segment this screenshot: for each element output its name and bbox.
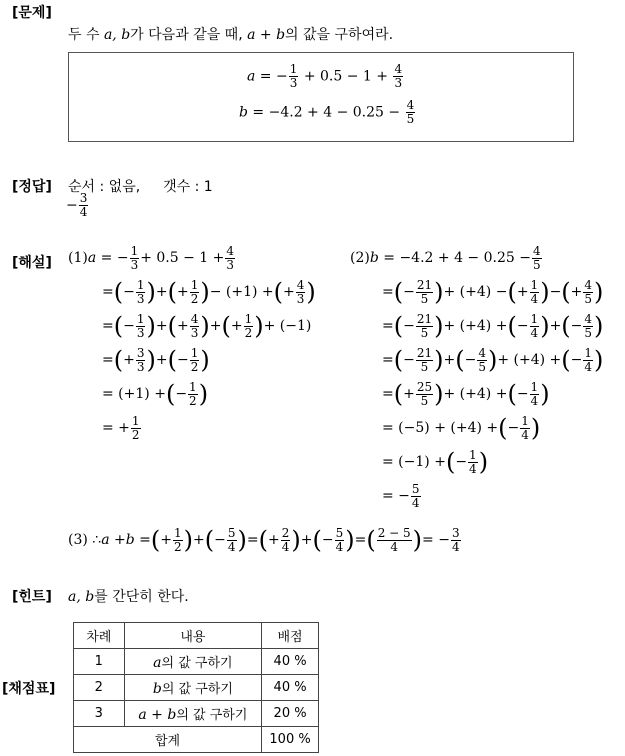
rubric-row bbox=[74, 675, 319, 701]
problem-intro-pre: 두 수 bbox=[68, 27, 104, 43]
solution-part-2 bbox=[350, 244, 603, 510]
rubric-header-num: 차례 bbox=[74, 623, 125, 649]
sol2-line-2: = ( − $\frac{21}{5}$ ) + (+4) − ( + $\frac{1}{4}$ ) − ( + $\frac{4}{5}$ ) bbox=[382, 277, 604, 306]
rubric-row-content: b의 값 구하기 bbox=[124, 675, 261, 701]
rubric-row-score: 40 % bbox=[262, 675, 319, 701]
rubric-row-content: a + b의 값 구하기 bbox=[124, 701, 261, 727]
problem-eq-a: a = − $\frac{1}{3}$ + 0.5 − 1 + $\frac{4}{3}$ bbox=[247, 62, 403, 90]
rubric-total-row bbox=[74, 727, 319, 753]
problem-eq-b: b = −4.2 + 4 − 0.25 − $\frac{4}{5}$ bbox=[239, 98, 415, 126]
solution-part-1 bbox=[68, 244, 316, 442]
sol1-line-3: = ( − $\frac{1}{3}$ ) + ( + $\frac{4}{3}$ ) + ( + $\frac{1}{2}$ ) + (−1) bbox=[102, 311, 312, 340]
problem-intro-mid: 가 다음과 같을 때, bbox=[130, 27, 248, 43]
rubric-total-score: 100 % bbox=[262, 727, 319, 753]
hint-text bbox=[68, 586, 189, 606]
rubric-row bbox=[74, 701, 319, 727]
rubric-header-score: 배점 bbox=[262, 623, 319, 649]
hint-label: [힌트] bbox=[12, 589, 52, 605]
problem-statement bbox=[68, 24, 393, 44]
rubric-table bbox=[73, 622, 319, 753]
answer-count: 갯수 : 1 bbox=[163, 179, 213, 195]
rubric-row-score: 40 % bbox=[262, 649, 319, 675]
solution-part-3: (3) ∴ a + b = ( + $\frac{1}{2}$ ) + ( − $\frac{5}{4}$ ) = ( + $\frac{2}{4}$ ) + ( − $\frac{5}{4}$ ) = ( $\frac{2 - 5}{4}$ ) = − $\frac{3}{4}$ bbox=[68, 525, 460, 554]
sol1-line-1: (1) a = − $\frac{1}{3}$ + 0.5 − 1 + $\frac{4}{3}$ bbox=[68, 243, 235, 272]
rubric-label: [채점표] bbox=[2, 681, 56, 697]
problem-vars: a, b bbox=[103, 27, 131, 43]
sol2-line-4: = ( − $\frac{21}{5}$ ) + ( − $\frac{4}{5}$ ) + (+4) + ( − $\frac{1}{4}$ ) bbox=[382, 345, 604, 374]
sol1-line-6: = + $\frac{1}{2}$ bbox=[102, 413, 140, 442]
answer-label: [정답] bbox=[12, 179, 52, 195]
answer-value: − $\frac{3}{4}$ bbox=[66, 191, 88, 219]
sol1-line-5: = (+1) + ( − $\frac{1}{2}$ ) bbox=[102, 379, 209, 408]
problem-box bbox=[68, 52, 574, 142]
solution-label: [해설] bbox=[12, 255, 52, 271]
sol2-line-7: = (−1) + ( − $\frac{1}{4}$ ) bbox=[382, 447, 489, 476]
rubric-row-num: 1 bbox=[74, 649, 125, 675]
rubric-row-num: 3 bbox=[74, 701, 125, 727]
answer-meta bbox=[68, 176, 213, 196]
problem-label: [문제] bbox=[12, 5, 52, 21]
rubric-total-label: 합계 bbox=[74, 727, 262, 753]
sol2-line-3: = ( − $\frac{21}{5}$ ) + (+4) + ( − $\frac{1}{4}$ ) + ( − $\frac{4}{5}$ ) bbox=[382, 311, 604, 340]
problem-intro-post: 의 값을 구하여라. bbox=[285, 27, 394, 43]
sol1-line-4: = ( + $\frac{3}{3}$ ) + ( − $\frac{1}{2}$ ) bbox=[102, 345, 210, 374]
hint-vars: a, b bbox=[68, 589, 95, 605]
sol2-line-1: (2) b = −4.2 + 4 − 0.25 − $\frac{4}{5}$ bbox=[350, 243, 541, 272]
rubric-row-score: 20 % bbox=[262, 701, 319, 727]
rubric-row bbox=[74, 649, 319, 675]
answer-order: 순서 : 없음, bbox=[68, 179, 141, 195]
sol1-line-2: = ( − $\frac{1}{3}$ ) + ( + $\frac{1}{2}$ ) − (+1) + ( + $\frac{4}{3}$ ) bbox=[102, 277, 316, 306]
rubric-header-content: 내용 bbox=[124, 623, 261, 649]
sol2-line-8: = − $\frac{5}{4}$ bbox=[382, 481, 420, 510]
hint-body: 를 간단히 한다. bbox=[94, 589, 189, 605]
problem-target: a + b bbox=[247, 27, 286, 43]
sol2-line-5: = ( + $\frac{25}{5}$ ) + (+4) + ( − $\frac{1}{4}$ ) bbox=[382, 379, 550, 408]
sol2-line-6: = (−5) + (+4) + ( − $\frac{1}{4}$ ) bbox=[382, 413, 541, 442]
rubric-header-row bbox=[74, 623, 319, 649]
rubric-row-content: a의 값 구하기 bbox=[124, 649, 261, 675]
rubric-row-num: 2 bbox=[74, 675, 125, 701]
